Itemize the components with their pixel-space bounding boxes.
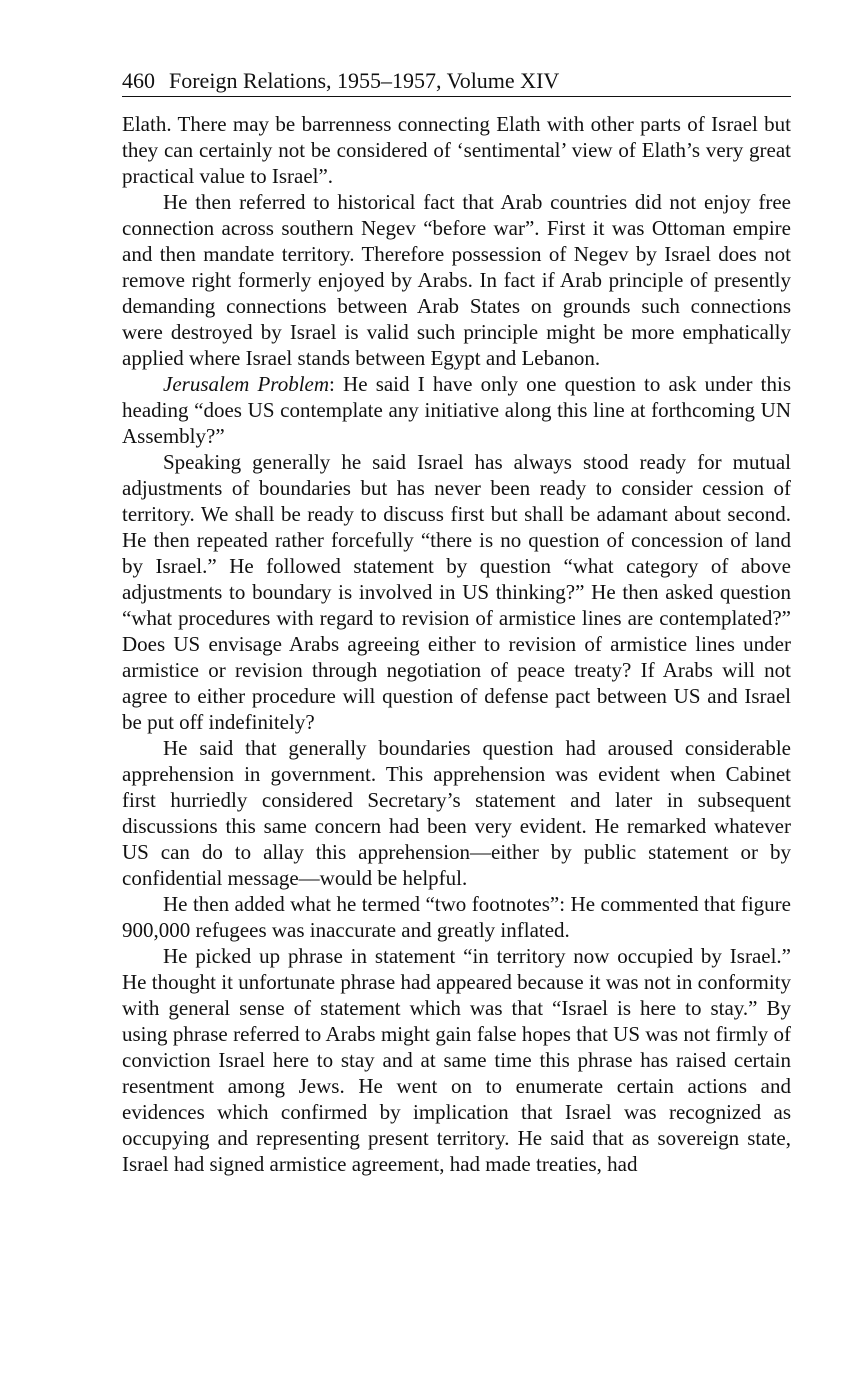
- document-body: [122, 111, 791, 1177]
- paragraph-text: : He said I have only one question to ask under this heading “does US contemplate any initiative along this line at forthcoming UN Assembly?”: [122, 372, 791, 448]
- inline-heading: Jerusalem Problem: [163, 372, 330, 396]
- paragraph-jerusalem-problem: [122, 371, 791, 449]
- paragraph: He picked up phrase in statement “in territory now occupied by Israel.” He thought it unfortunate phrase had appeared because it was not in conformity with general sense of statement which was that “Israel is here to stay.” By using phrase referred to Arabs might gain false hopes that US was not firmly of conviction Israel here to stay and at same time this phrase has raised certain resentment among Jews. He went on to enumerate certain actions and evidences which confirmed by implication that Israel was recognized as occupying and representing present territory. He said that as sovereign state, Israel had signed armistice agreement, had made treaties, had: [122, 944, 791, 1176]
- paragraph: Speaking generally he said Israel has always stood ready for mutual adjustments of boundaries but has never been ready to consider cession of territory. We shall be ready to discuss first but shall be adamant about second. He then repeated rather forcefully “there is no question of concession of land by Israel.” He followed statement by question “what category of above adjustments to boundary is involved in US thinking?” He then asked question “what procedures with regard to revision of armistice lines are contemplated?” Does US envisage Arabs agreeing either to revision of armistice lines under armistice or revision through negotiation of peace treaty? If Arabs will not agree to either procedure will question of defense pact between US and Israel be put off indefinitely?: [122, 450, 791, 734]
- running-head: [122, 66, 791, 97]
- paragraph: He then referred to historical fact that Arab countries did not enjoy free connection across southern Negev “before war”. First it was Ottoman empire and then mandate territory. Therefore possession of Negev by Israel does not remove right formerly enjoyed by Arabs. In fact if Arab principle of presently demanding connections between Arab States on grounds such connections were destroyed by Israel is valid such principle might be more emphatically applied where Israel stands between Egypt and Lebanon.: [122, 190, 791, 370]
- running-head-title: Foreign Relations, 1955–1957, Volume XIV: [169, 68, 560, 93]
- paragraph: Elath. There may be barrenness connecting Elath with other parts of Israel but they can certainly not be considered of ‘sentimental’ view of Elath’s very great practical value to Israel”.: [122, 112, 791, 188]
- document-page: [122, 66, 791, 1177]
- paragraph: He said that generally boundaries question had aroused considerable apprehension in government. This apprehension was evident when Cabinet first hurriedly considered Secretary’s statement and later in subsequent discussions this same concern had been very evident. He remarked whatever US can do to allay this apprehension—either by public statement or by confidential message—would be helpful.: [122, 736, 791, 890]
- paragraph: He then added what he termed “two footnotes”: He commented that figure 900,000 refugees was inaccurate and greatly inflated.: [122, 892, 791, 942]
- page-number: 460: [122, 68, 155, 93]
